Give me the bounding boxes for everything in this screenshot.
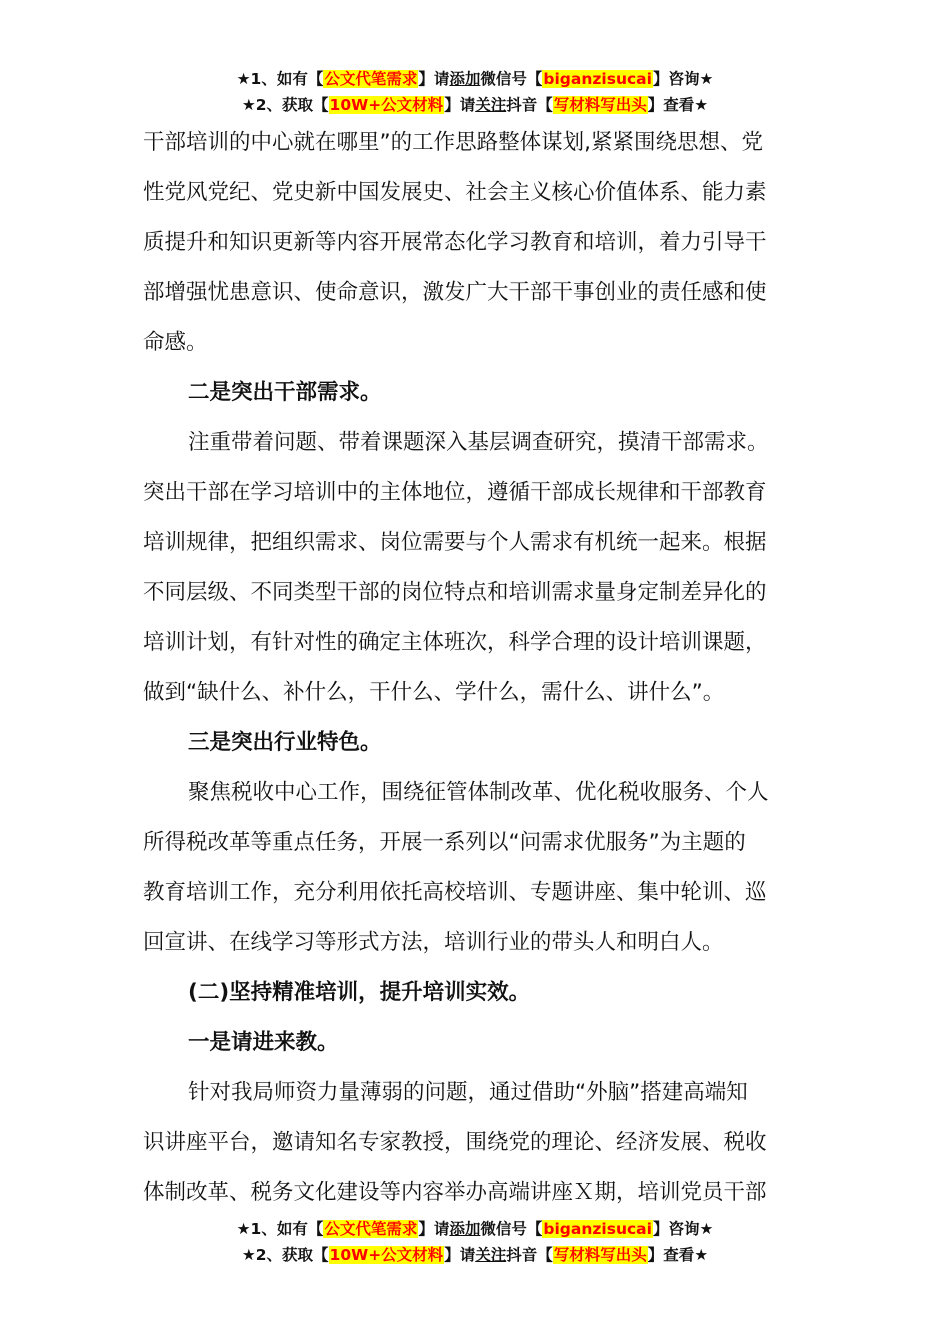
document-body: [143, 118, 803, 1218]
header-banner: [0, 66, 950, 118]
banner-line-2: [0, 1242, 950, 1268]
body-line: 教育培训工作，充分利用依托高校培训、专题讲座、集中轮训、巡: [143, 880, 767, 905]
banner-text: 微信号【: [480, 1220, 543, 1238]
banner-text: ★1、如有【: [236, 1220, 324, 1238]
banner-underline: 关注: [475, 96, 507, 114]
banner-highlight: 10W+公文材料: [329, 1246, 444, 1264]
banner-highlight: 写材料写出头: [553, 1246, 647, 1264]
body-line: 体制改革、税务文化建设等内容举办高端讲座Ｘ期，培训党员干部: [143, 1180, 767, 1205]
body-line: 做到“缺什么、补什么，干什么、学什么，需什么、讲什么”。: [143, 680, 725, 705]
body-line: 质提升和知识更新等内容开展常态化学习教育和培训，着力引导干: [143, 230, 767, 255]
body-line: 培训计划，有针对性的确定主体班次，科学合理的设计培训课题，: [143, 630, 767, 655]
banner-text: 抖音【: [506, 96, 553, 114]
footer-banner: [0, 1216, 950, 1268]
banner-text: 】请: [444, 96, 476, 114]
body-line: 突出干部在学习培训中的主体地位，遵循干部成长规律和干部教育: [143, 480, 767, 505]
banner-text: ★2、获取【: [241, 1246, 329, 1264]
banner-highlight: biganzisucai: [543, 70, 652, 88]
banner-highlight: 公文代笔需求: [324, 70, 418, 88]
banner-text: 】查看★: [647, 96, 709, 114]
body-line: 部增强忧患意识、使命意识，激发广大干部干事创业的责任感和使: [143, 280, 767, 305]
banner-text: ★2、获取【: [241, 96, 329, 114]
body-line: 培训规律，把组织需求、岗位需要与个人需求有机统一起来。根据: [143, 530, 767, 555]
banner-highlight: 写材料写出头: [553, 96, 647, 114]
body-line: 聚焦税收中心工作，围绕征管体制改革、优化税收服务、个人: [188, 780, 769, 805]
body-line: 针对我局师资力量薄弱的问题，通过借助“外脑”搭建高端知: [188, 1080, 748, 1105]
banner-highlight: biganzisucai: [543, 1220, 652, 1238]
banner-underline: 关注: [475, 1246, 507, 1264]
section-heading: 三是突出行业特色。: [188, 730, 382, 755]
body-line: 注重带着问题、带着课题深入基层调查研究，摸清干部需求。: [188, 430, 769, 455]
banner-text: 】查看★: [647, 1246, 709, 1264]
body-line: 不同层级、不同类型干部的岗位特点和培训需求量身定制差异化的: [143, 580, 767, 605]
banner-line-1: [0, 1216, 950, 1242]
banner-underline: 添加: [449, 1220, 481, 1238]
section-heading: 一是请进来教。: [188, 1030, 339, 1055]
banner-highlight: 公文代笔需求: [324, 1220, 418, 1238]
banner-text: 】咨询★: [652, 1220, 714, 1238]
body-line: 命感。: [143, 330, 208, 355]
banner-text: ★1、如有【: [236, 70, 324, 88]
body-line: 回宣讲、在线学习等形式方法，培训行业的带头人和明白人。: [143, 930, 724, 955]
banner-text: 】请: [418, 70, 450, 88]
section-heading: (二)坚持精准培训，提升培训实效。: [188, 980, 531, 1005]
banner-highlight: 10W+公文材料: [329, 96, 444, 114]
banner-text: 抖音【: [506, 1246, 553, 1264]
banner-text: 】请: [444, 1246, 476, 1264]
body-line: 识讲座平台，邀请知名专家教授，围绕党的理论、经济发展、税收: [143, 1130, 767, 1155]
banner-underline: 添加: [449, 70, 481, 88]
banner-text: 】请: [418, 1220, 450, 1238]
banner-text: 】咨询★: [652, 70, 714, 88]
banner-line-2: [0, 92, 950, 118]
body-line: 性党风党纪、党史新中国发展史、社会主义核心价值体系、能力素: [143, 180, 767, 205]
body-line: 干部培训的中心就在哪里”的工作思路整体谋划,紧紧围绕思想、党: [143, 130, 763, 155]
body-line: 所得税改革等重点任务，开展一系列以“问需求优服务”为主题的: [143, 830, 746, 855]
banner-line-1: [0, 66, 950, 92]
banner-text: 微信号【: [480, 70, 543, 88]
section-heading: 二是突出干部需求。: [188, 380, 382, 405]
